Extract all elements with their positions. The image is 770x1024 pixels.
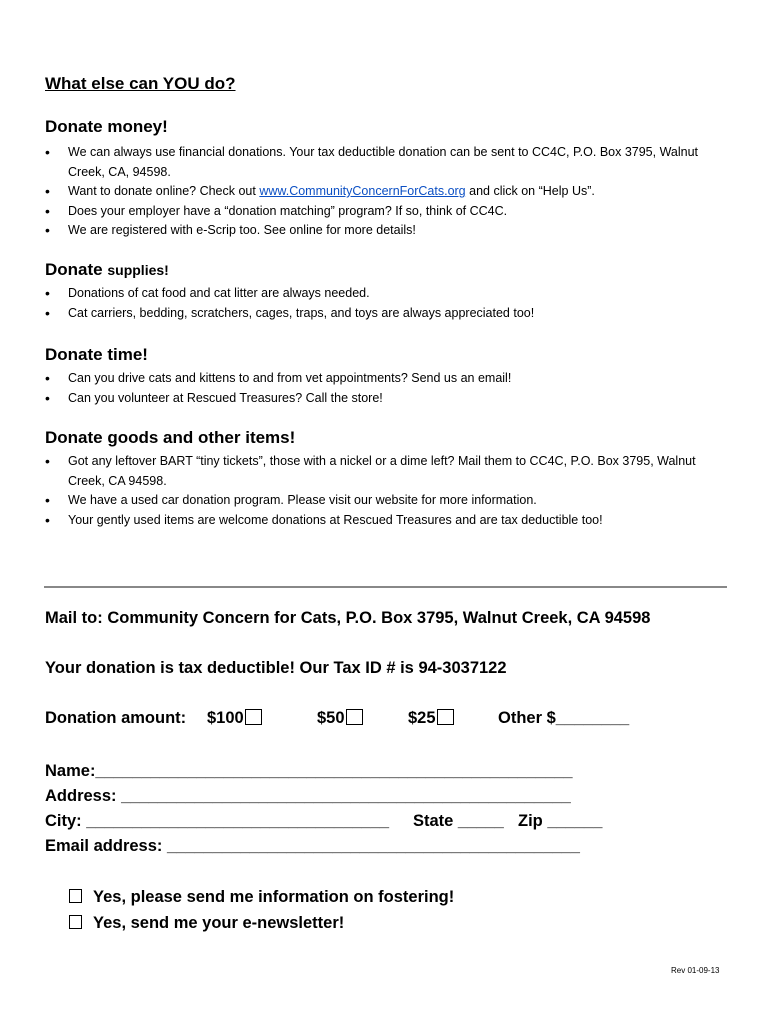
donate-supplies-heading	[45, 260, 169, 280]
newsletter-label: Yes, send me your e-newsletter!	[93, 914, 345, 932]
list-item-text: and click on “Help Us”.	[465, 184, 595, 198]
list-item: • Cat carriers, bedding, scratchers, cages, traps, and toys are always appreciated too!	[45, 304, 735, 324]
city-field[interactable]: City: _________________________________	[45, 812, 390, 830]
amount-25-option[interactable]	[408, 709, 454, 728]
list-item: • Does your employer have a “donation matching” program? If so, think of CC4C.	[45, 202, 735, 222]
newsletter-option[interactable]	[69, 914, 344, 933]
newsletter-checkbox[interactable]	[69, 915, 82, 929]
revision-date: Rev 01-09-13	[671, 966, 720, 975]
heading-rest: supplies!	[107, 262, 169, 278]
list-item: • We are registered with e-Scrip too. See online for more details!	[45, 221, 735, 241]
list-item-text: Want to donate online? Check out	[68, 184, 260, 198]
donate-supplies-list	[45, 284, 735, 323]
heading-main: Donate	[45, 260, 103, 279]
amount-25-label: $25	[408, 709, 436, 727]
list-item: • Donations of cat food and cat litter are always needed.	[45, 284, 735, 304]
amount-25-checkbox[interactable]	[437, 709, 454, 725]
donate-goods-heading: Donate goods and other items!	[45, 428, 296, 447]
mail-to-address: Mail to: Community Concern for Cats, P.O. Box 3795, Walnut Creek, CA 94598	[45, 609, 651, 627]
list-item: • Can you drive cats and kittens to and from vet appointments? Send us an email!	[45, 369, 735, 389]
donation-amount-label: Donation amount:	[45, 709, 187, 727]
amount-50-label: $50	[317, 709, 345, 727]
amount-100-label: $100	[207, 709, 244, 727]
amount-50-checkbox[interactable]	[346, 709, 363, 725]
fostering-option[interactable]	[69, 888, 454, 907]
amount-100-option[interactable]	[207, 709, 262, 728]
email-field[interactable]: Email address: _____________________________________________	[45, 837, 580, 855]
name-field[interactable]: Name:____________________________________________________	[45, 762, 573, 780]
donate-money-list	[45, 143, 735, 241]
list-item	[45, 182, 735, 202]
section-divider	[44, 586, 727, 588]
amount-100-checkbox[interactable]	[245, 709, 262, 725]
donate-time-heading: Donate time!	[45, 345, 148, 364]
other-amount-field[interactable]: Other $________	[498, 709, 630, 727]
page-heading: What else can YOU do?	[45, 74, 236, 93]
donate-time-list	[45, 369, 735, 408]
fostering-checkbox[interactable]	[69, 889, 82, 903]
tax-id-line: Your donation is tax deductible! Our Tax ID # is 94-3037122	[45, 659, 507, 677]
list-item: • Can you volunteer at Rescued Treasures? Call the store!	[45, 389, 735, 409]
address-field[interactable]: Address: _________________________________________________	[45, 787, 571, 805]
list-item: • Got any leftover BART “tiny tickets”, those with a nickel or a dime left? Mail them to CC4C, P.O. Box 3795, Walnut Creek, CA 94598.	[45, 452, 735, 491]
state-field[interactable]: State _____	[413, 812, 504, 830]
zip-field[interactable]: Zip ______	[518, 812, 603, 830]
amount-50-option[interactable]	[317, 709, 363, 728]
donate-goods-list	[45, 452, 735, 530]
fostering-label: Yes, please send me information on fostering!	[93, 888, 455, 906]
list-item: • We can always use financial donations. Your tax deductible donation can be sent to CC4C, P.O. Box 3795, Walnut Creek, CA, 94598.	[45, 143, 735, 182]
list-item: • We have a used car donation program. Please visit our website for more information.	[45, 491, 735, 511]
website-link[interactable]: www.CommunityConcernForCats.org	[259, 184, 466, 198]
donate-money-heading: Donate money!	[45, 117, 168, 136]
list-item: • Your gently used items are welcome donations at Rescued Treasures and are tax deductible too!	[45, 511, 735, 531]
